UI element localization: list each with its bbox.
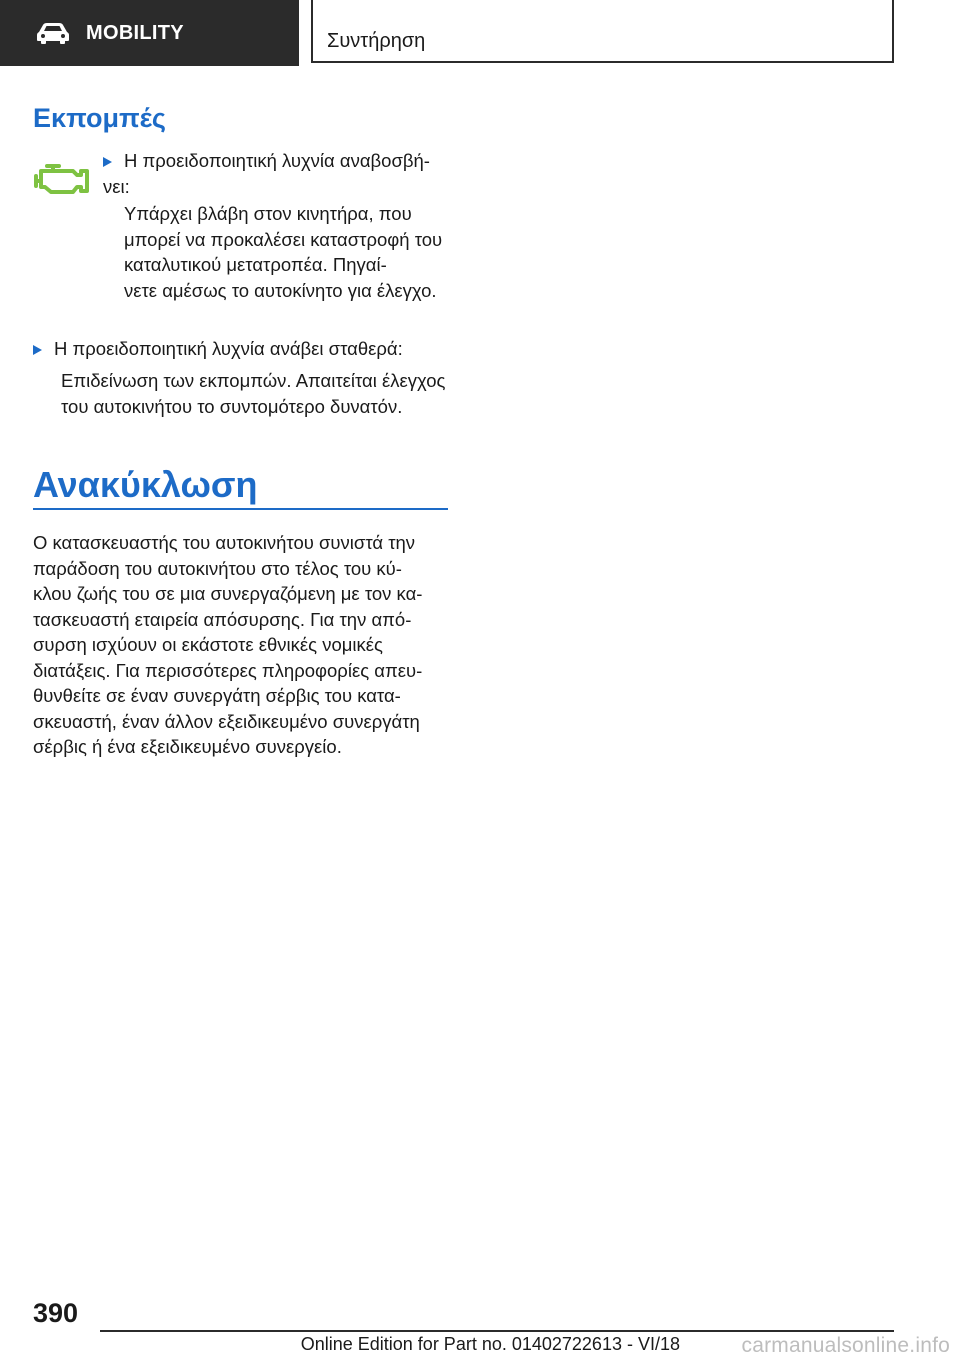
mobility-label: MOBILITY <box>86 21 184 44</box>
steady-warning-description: Επιδείνωση των εκπομπών. Απαιτείται έλεγχος του αυτοκινήτου το συντομότερο δυνατόν. <box>61 370 446 417</box>
triangle-bullet-icon <box>103 157 112 167</box>
edition-text: Online Edition for Part no. 01402722613 - VI/18 <box>300 1334 680 1354</box>
bullet1-text: Η προειδοποιητική λυχνία αναβοσβή- νει: <box>103 150 430 197</box>
page-header <box>0 0 960 66</box>
recycling-heading: Ανακύκλωση <box>33 464 258 505</box>
bullet2-text: Η προειδοποιητική λυχνία ανάβει σταθερά: <box>54 338 403 359</box>
steady-warning-bullet <box>33 336 448 362</box>
recycling-paragraph: Ο κατασκευαστής του αυτοκινήτου συνιστά την παράδοση του αυτοκινήτου στο τέλος του κύ- κλου ζωής του σε μια συνεργαζόμενη με τον κα- τασκευαστή εταιρεία απόσυρσης. Για την από- συρση ισχύουν οι εκάστοτε εθνικές νομικές διατάξεις. Για περισσότερες πληροφορίες απευ- θυνθείτε σε έναν συνεργάτη σέρβις του κατα- σκευαστή, έναν άλλον εξειδικευμένο συνεργάτη σέρβις ή ένα εξειδικευμένο συνεργείο. <box>33 532 423 757</box>
engine-warning-icon <box>33 156 93 200</box>
heading-divider <box>33 508 448 510</box>
page-footer <box>0 1290 960 1362</box>
page-number: 390 <box>33 1298 79 1328</box>
triangle-bullet-icon <box>33 345 42 355</box>
section-title: Συντήρηση <box>327 30 426 52</box>
watermark: carmanualsonline.info <box>741 1334 950 1357</box>
emissions-heading: Εκπομπές <box>33 103 166 133</box>
mobility-tab[interactable] <box>0 0 299 66</box>
flashing-warning-bullet <box>103 148 448 199</box>
car-icon <box>36 21 70 45</box>
flashing-warning-description: Υπάρχει βλάβη στον κινητήρα, που μπορεί να προκαλέσει καταστροφή του καταλυτικού μετατροπέα. Πηγαί- νετε αμέσως το αυτοκίνητο για έλεγχο. <box>124 203 443 301</box>
section-tab <box>311 0 894 63</box>
footer-divider <box>100 1330 894 1332</box>
